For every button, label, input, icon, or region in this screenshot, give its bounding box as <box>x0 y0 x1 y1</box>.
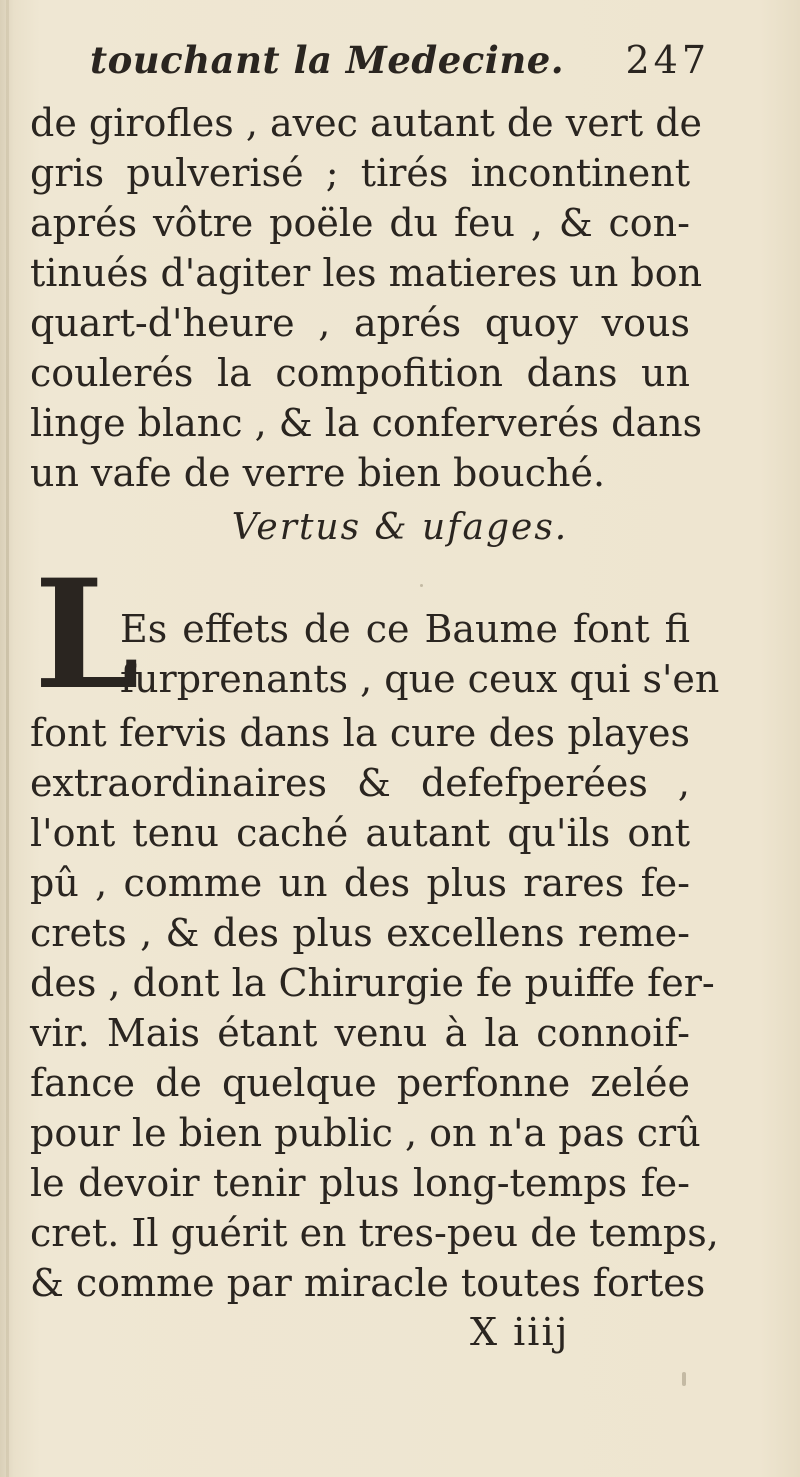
text-line: gris pulverisé ; tirés incontinent <box>30 151 690 195</box>
section-heading: Vertus & ufages. <box>231 507 569 548</box>
text-line: extraordinaires & defefperées , <box>30 761 690 805</box>
text-line: fance de quelque perfonne zelée <box>30 1061 690 1105</box>
text-line: & comme par miracle toutes fortes <box>30 1261 706 1305</box>
text-line: un vafe de verre bien bouché. <box>30 451 606 495</box>
text-line: l'ont tenu caché autant qu'ils ont <box>30 811 690 855</box>
text-line: cret. Il guérit en tres-peu de temps, <box>30 1211 719 1255</box>
page-header <box>90 38 710 88</box>
text-line: coulerés la compofition dans un <box>30 351 690 395</box>
text-line: Es effets de ce Baume font fi <box>120 607 690 651</box>
text-line: aprés vôtre poële du feu , & con- <box>30 201 690 245</box>
drop-cap: L <box>34 547 140 723</box>
text-line: furprenants , que ceux qui s'en <box>120 657 720 701</box>
signature-mark: X iiij <box>470 1310 570 1354</box>
text-line: des , dont la Chirurgie fe puiffe fer- <box>30 961 715 1005</box>
text-line: crets , & des plus excellens reme- <box>30 911 690 955</box>
text-line: linge blanc , & la conferverés dans <box>30 401 703 445</box>
running-head: touchant la Medecine. <box>90 38 565 82</box>
text-line: de girofles , avec autant de vert de <box>30 101 703 145</box>
text-line: vir. Mais étant venu à la connoif- <box>30 1011 690 1055</box>
text-line: pour le bien public , on n'a pas crû <box>30 1111 701 1155</box>
text-line: pû , comme un des plus rares fe- <box>30 861 690 905</box>
text-line: le devoir tenir plus long-temps fe- <box>30 1161 690 1205</box>
text-line: font fervis dans la cure des playes <box>30 711 690 755</box>
paper-blemish <box>682 1372 686 1386</box>
page-gutter-shadow <box>6 0 9 1477</box>
paper-blemish <box>420 584 423 587</box>
text-line: tinués d'agiter les matieres un bon <box>30 251 703 295</box>
text-line: quart-d'heure , aprés quoy vous <box>30 301 690 345</box>
page-number: 247 <box>625 38 710 82</box>
